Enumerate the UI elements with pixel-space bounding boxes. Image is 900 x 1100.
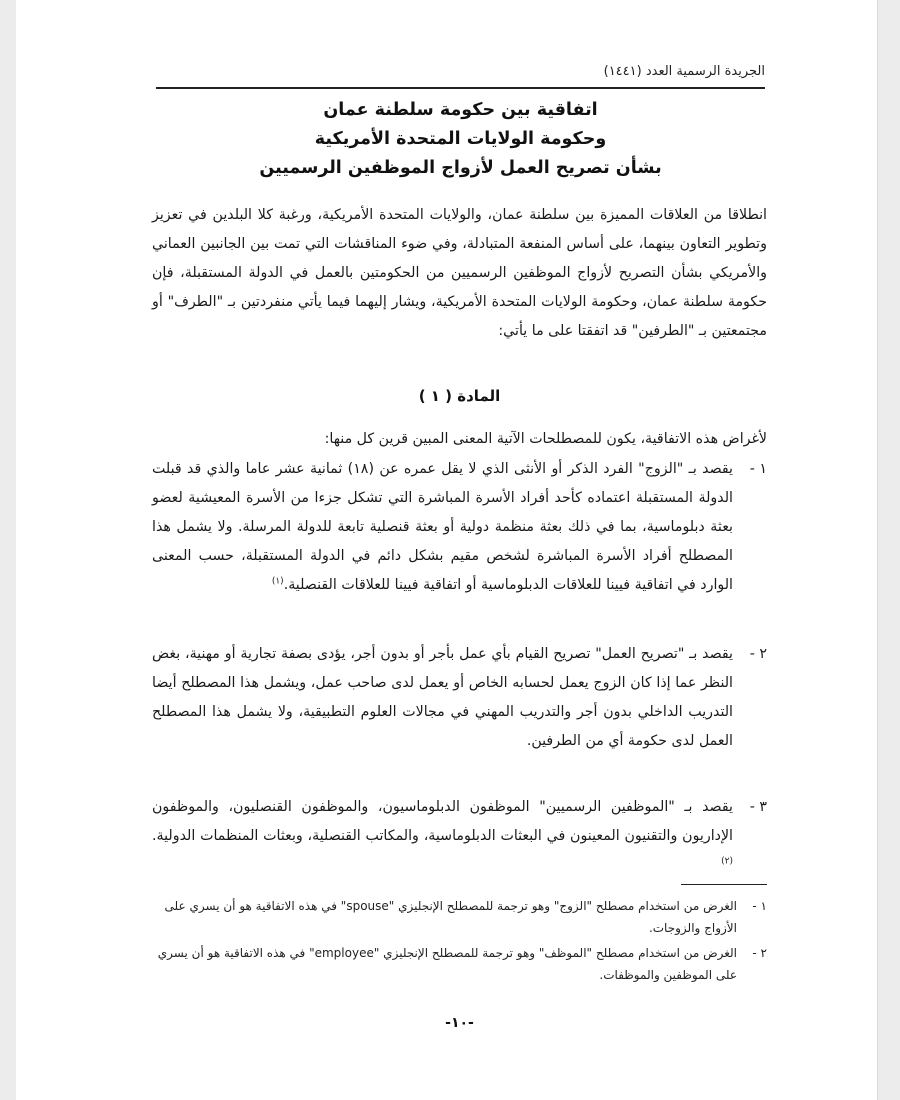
document-title (156, 96, 765, 183)
page-number: -١٠- (445, 1015, 474, 1031)
footnote-marker: (١) (271, 576, 284, 587)
footnote-rule (681, 884, 767, 885)
title-line-2: وحكومة الولايات المتحدة الأمريكية (314, 129, 607, 149)
definition-number: ١ - (749, 461, 767, 477)
footnote-text: الغرض من استخدام مصطلح "الموظف" وهو ترجمة للمصطلح الإنجليزي "employee" في هذه الاتفاقية هو أن يسري على الموظفين والموظفات. (157, 946, 737, 982)
viewer-left-margin (0, 0, 17, 1100)
title-line-3: بشأن تصريح العمل لأزواج الموظفين الرسميين (259, 158, 662, 178)
definition-body: يقصد بـ "تصريح العمل" تصريح القيام بأي عمل بأجر أو بدون أجر، يؤدى بصفة تجارية أو مهنية، بغض النظر عما إذا كان الزوج يعمل لحسابه الخاص أو يعمل لدى صاحب عمل، ويشمل هذا المصطلح أيضا التدريب الداخلي بدون أجر والتدريب المهني في مجالات العلوم التطبيقية، ولا يشمل هذا المصطلح العمل لدى حكومة أي من الطرفين. (152, 646, 733, 749)
definition-number: ٣ - (749, 799, 767, 815)
footnote (152, 942, 767, 986)
title-line-1: اتفاقية بين حكومة سلطنة عمان (323, 100, 598, 120)
definition-item (152, 793, 767, 880)
document-page (16, 0, 877, 1100)
footnote-text: الغرض من استخدام مصطلح "الزوج" وهو ترجمة للمصطلح الإنجليزي "spouse" في هذه الاتفاقية هو أن يسري على الأزواج والزوجات. (164, 899, 737, 935)
preamble-paragraph: انطلاقا من العلاقات المميزة بين سلطنة عمان، والولايات المتحدة الأمريكية، ورغبة كلا البلدين في تعزيز وتطوير التعاون بينهما، على أساس المنفعة المتبادلة، وفي ضوء المناقشات التي تمت بين الجانبين العماني والأمريكي بشأن التصريح لأزواج الموظفين الرسميين من الحكومتين بالعمل في الدولة المستقبلة، فإن حكومة سلطنة عمان، وحكومة الولايات المتحدة الأمريكية، ويشار إليهما فيما يأتي منفردتين بـ "الطرف" أو مجتمعتين بـ "الطرفين" قد اتفقتا على ما يأتي: (152, 207, 767, 339)
header-rule (156, 87, 765, 89)
definition-item (152, 455, 767, 600)
definition-text (152, 640, 733, 756)
definition-number: ٢ - (749, 646, 767, 662)
article-heading: المادة ( ١ ) (418, 387, 501, 405)
running-head: الجريدة الرسمية العدد (١٤٤١) (603, 64, 765, 79)
footnote (152, 895, 767, 939)
definition-body: يقصد بـ "الموظفين الرسميين" الموظفون الدبلوماسيون، والموظفون القنصليون، والموظفون الإداريون والتقنيون المعينون في البعثات الدبلوماسية، والمكاتب القنصلية، وبعثات المنظمات الدولية. (152, 799, 733, 844)
definition-body: يقصد بـ "الزوج" الفرد الذكر أو الأنثى الذي لا يقل عمره عن (١٨) ثمانية عشر عاما والذي قد قبلت الدولة المستقبلة اعتماده كأحد أفراد الأسرة المباشرة التي تشكل جزءا من الأسرة المعيشية لعضو بعثة دبلوماسية، بما في ذلك بعثة منظمة دولية أو بعثة قنصلية تابعة للدولة المرسلة. ولا يشمل هذا المصطلح أفراد الأسرة المباشرة لشخص مقيم بشكل دائم في الدولة المستقبلة، حسب المعنى الوارد في اتفاقية فيينا للعلاقات الدبلوماسية أو اتفاقية فيينا للعلاقات القنصلية. (152, 461, 734, 593)
footnote-number: ٢ - (752, 946, 767, 960)
footnote-marker: (٢) (721, 856, 733, 867)
definition-item (152, 640, 767, 756)
viewer-right-margin (877, 0, 900, 1100)
definition-text (152, 455, 733, 600)
definitions-lead: لأغراض هذه الاتفاقية، يكون للمصطلحات الآتية المعنى المبين قرين كل منها: (324, 431, 767, 447)
footnote-number: ١ - (752, 899, 767, 913)
definition-text (152, 793, 733, 880)
